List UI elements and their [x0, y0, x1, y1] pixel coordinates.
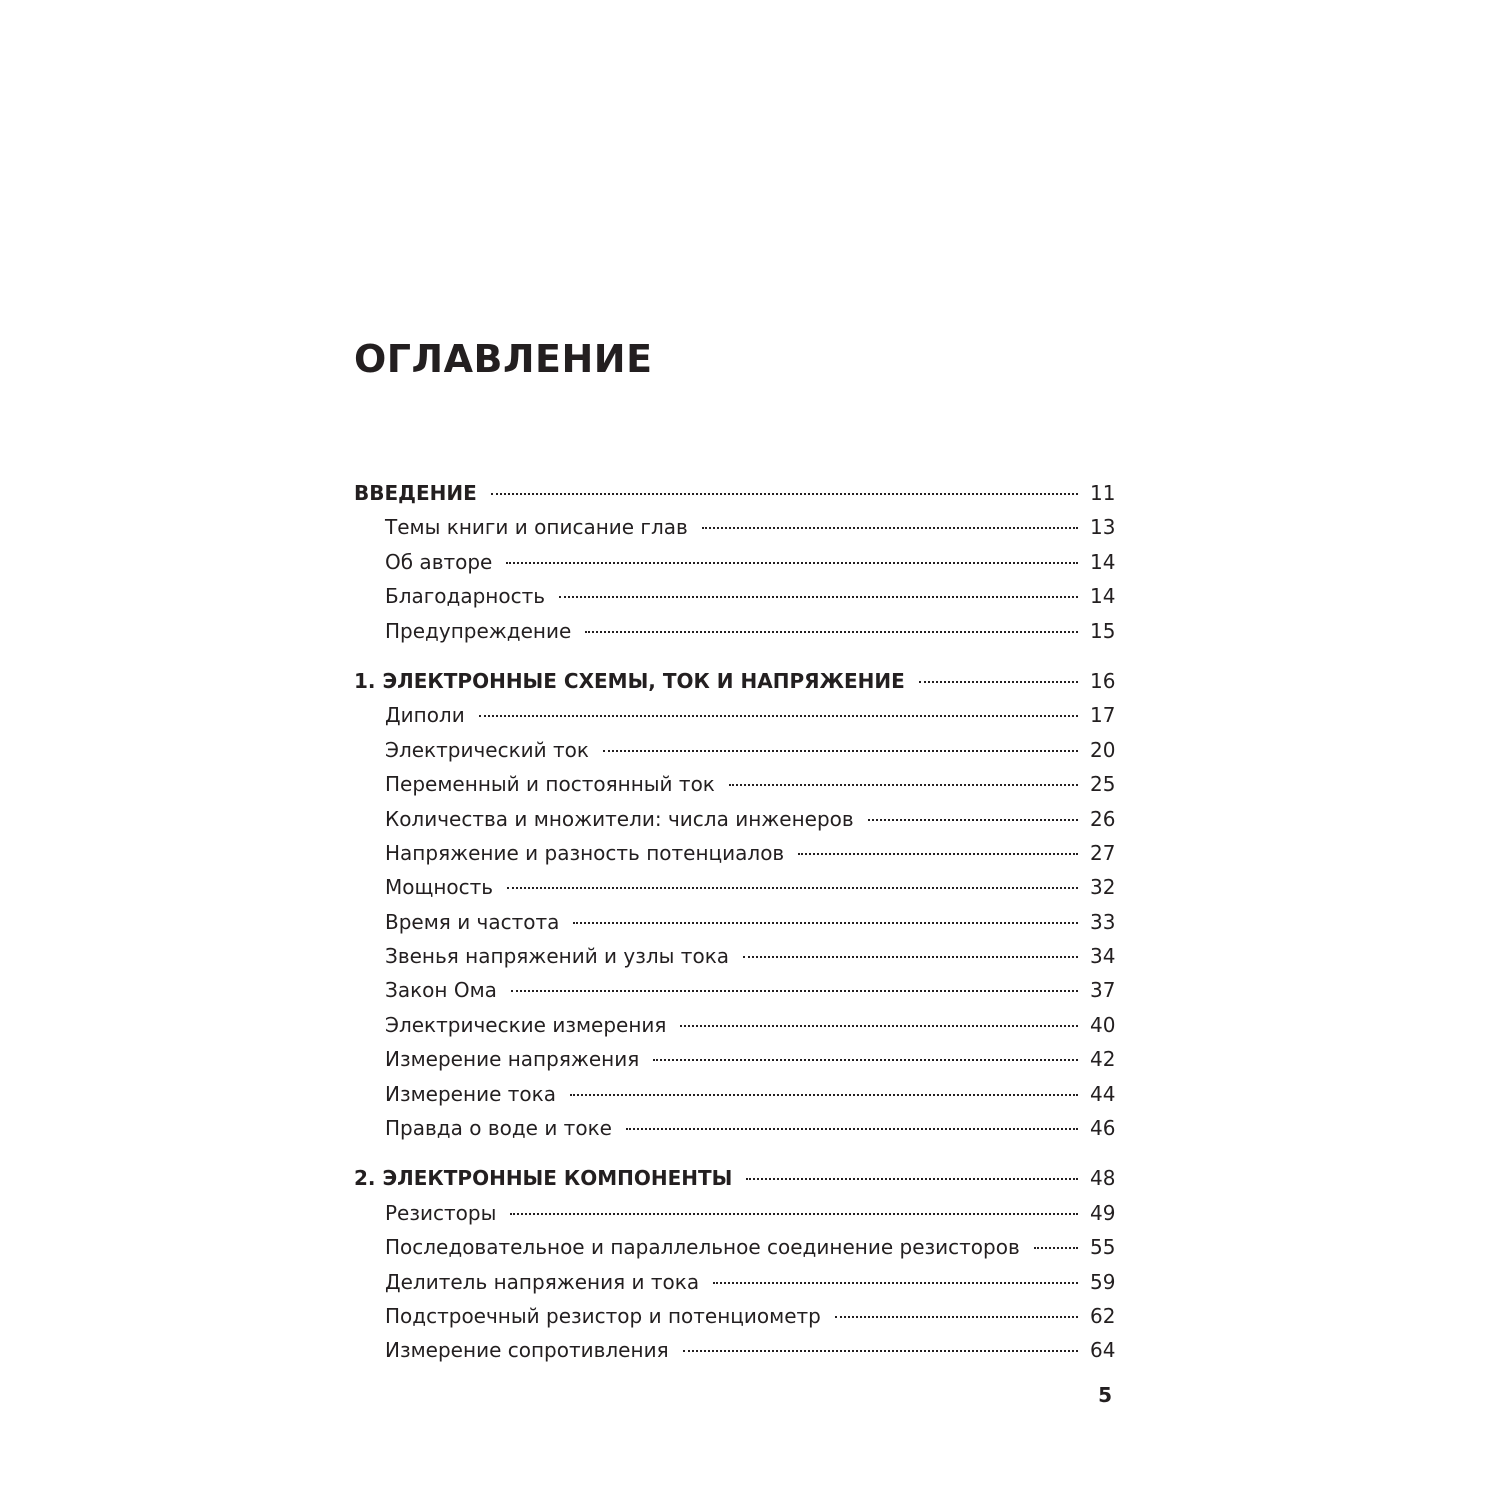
toc-entry-page: 16 — [1090, 668, 1116, 693]
dot-leader — [683, 1350, 1078, 1352]
dot-leader — [511, 990, 1078, 992]
dot-leader — [746, 1178, 1078, 1180]
toc-section — [354, 664, 1114, 1145]
toc-entry-label: Правда о воде и токе — [385, 1116, 612, 1141]
toc-entry[interactable] — [354, 905, 1114, 939]
toc-entry-page: 11 — [1090, 481, 1116, 505]
toc-entry-label: Измерение напряжения — [385, 1047, 640, 1072]
toc-entry[interactable] — [354, 1111, 1114, 1145]
toc-entry[interactable] — [354, 1265, 1114, 1299]
toc-chapter-entry[interactable] — [354, 664, 1114, 698]
toc-chapter-entry[interactable] — [354, 476, 1114, 510]
toc-entry-page: 20 — [1090, 737, 1116, 762]
toc-entry-label: Предупреждение — [385, 618, 572, 643]
toc-entry-page: 32 — [1090, 875, 1116, 900]
dot-leader — [603, 750, 1078, 752]
dot-leader — [1034, 1247, 1078, 1249]
toc-entry-page: 34 — [1090, 944, 1116, 969]
toc-entry-label: Переменный и постоянный ток — [385, 772, 715, 797]
dot-leader — [835, 1316, 1078, 1318]
page-title: ОГЛАВЛЕНИЕ — [354, 337, 653, 381]
toc-entry-page: 40 — [1090, 1012, 1116, 1037]
toc-entry[interactable] — [354, 1042, 1114, 1076]
toc-entry[interactable] — [354, 1333, 1114, 1367]
toc-entry[interactable] — [354, 545, 1114, 579]
toc-entry[interactable] — [354, 1299, 1114, 1333]
toc-entry-page: 62 — [1090, 1303, 1116, 1328]
toc-entry[interactable] — [354, 733, 1114, 767]
toc-entry-label: Электрические измерения — [385, 1012, 667, 1037]
dot-leader — [479, 715, 1078, 717]
toc-entry-label: Диполи — [385, 703, 465, 728]
toc-entry-label: Количества и множители: числа инженеров — [385, 806, 854, 831]
toc-entry-label: ВВЕДЕНИЕ — [354, 481, 477, 505]
toc-entry[interactable] — [354, 1196, 1114, 1230]
toc-entry-page: 14 — [1090, 549, 1116, 574]
toc-entry-page: 33 — [1090, 909, 1116, 934]
toc-entry-label: Подстроечный резистор и потенциометр — [385, 1303, 821, 1328]
toc-entry[interactable] — [354, 1230, 1114, 1264]
toc-entry-label: Последовательное и параллельное соединение резисторов — [385, 1235, 1020, 1260]
toc-entry-page: 37 — [1090, 978, 1116, 1003]
toc-entry-page: 49 — [1090, 1200, 1116, 1225]
dot-leader — [919, 681, 1078, 683]
toc-entry-page: 17 — [1090, 703, 1116, 728]
toc-entry[interactable] — [354, 802, 1114, 836]
toc-entry[interactable] — [354, 973, 1114, 1007]
toc-entry-label: Благодарность — [385, 584, 546, 609]
dot-leader — [506, 562, 1078, 564]
toc-entry-label: Время и частота — [385, 909, 560, 934]
dot-leader — [743, 956, 1078, 958]
toc-entry[interactable] — [354, 614, 1114, 648]
toc-entry[interactable] — [354, 1008, 1114, 1042]
toc-entry-page: 59 — [1090, 1269, 1116, 1294]
toc-entry-page: 44 — [1090, 1081, 1116, 1106]
dot-leader — [585, 631, 1078, 633]
toc-entry-page: 13 — [1090, 515, 1116, 540]
toc-entry-page: 26 — [1090, 806, 1116, 831]
dot-leader — [573, 922, 1078, 924]
toc-entry[interactable] — [354, 767, 1114, 801]
toc-entry[interactable] — [354, 698, 1114, 732]
dot-leader — [559, 596, 1078, 598]
toc-section — [354, 1161, 1114, 1367]
toc-entry[interactable] — [354, 579, 1114, 613]
toc-entry-label: Закон Ома — [385, 978, 497, 1003]
toc-entry[interactable] — [354, 510, 1114, 544]
dot-leader — [680, 1025, 1078, 1027]
dot-leader — [653, 1059, 1078, 1061]
toc-entry-page: 55 — [1090, 1235, 1116, 1260]
toc-entry-label: Об авторе — [385, 549, 493, 574]
toc-entry-label: Темы книги и описание глав — [385, 515, 688, 540]
toc-entry[interactable] — [354, 870, 1114, 904]
table-of-contents — [354, 476, 1114, 1384]
toc-entry-page: 27 — [1090, 840, 1116, 865]
toc-entry-label: 2. ЭЛЕКТРОННЫЕ КОМПОНЕНТЫ — [354, 1166, 733, 1191]
dot-leader — [798, 853, 1078, 855]
toc-entry[interactable] — [354, 939, 1114, 973]
toc-entry-label: Напряжение и разность потенциалов — [385, 840, 785, 865]
toc-entry-page: 64 — [1090, 1338, 1116, 1363]
toc-entry-label: Измерение сопротивления — [385, 1338, 669, 1363]
dot-leader — [868, 819, 1078, 821]
toc-entry-page: 25 — [1090, 772, 1116, 797]
toc-entry-page: 46 — [1090, 1116, 1116, 1141]
toc-section — [354, 476, 1114, 648]
toc-chapter-entry[interactable] — [354, 1161, 1114, 1195]
toc-entry-page: 14 — [1090, 584, 1116, 609]
page-number: 5 — [1098, 1383, 1112, 1407]
toc-entry-label: Звенья напряжений и узлы тока — [385, 944, 730, 969]
dot-leader — [510, 1213, 1078, 1215]
toc-entry-page: 42 — [1090, 1047, 1116, 1072]
dot-leader — [491, 493, 1078, 495]
toc-entry[interactable] — [354, 836, 1114, 870]
toc-entry-page: 48 — [1090, 1166, 1116, 1191]
dot-leader — [713, 1282, 1078, 1284]
dot-leader — [729, 784, 1078, 786]
toc-entry-label: 1. ЭЛЕКТРОННЫЕ СХЕМЫ, ТОК И НАПРЯЖЕНИЕ — [354, 668, 905, 693]
toc-entry-label: Делитель напряжения и тока — [385, 1269, 700, 1294]
toc-entry-page: 15 — [1090, 618, 1116, 643]
toc-entry-label: Электрический ток — [385, 737, 589, 762]
dot-leader — [626, 1128, 1078, 1130]
dot-leader — [702, 527, 1078, 529]
dot-leader — [507, 887, 1078, 889]
toc-entry-label: Резисторы — [385, 1200, 497, 1225]
dot-leader — [570, 1094, 1078, 1096]
toc-entry-label: Мощность — [385, 875, 494, 900]
toc-entry[interactable] — [354, 1077, 1114, 1111]
toc-entry-label: Измерение тока — [385, 1081, 556, 1106]
